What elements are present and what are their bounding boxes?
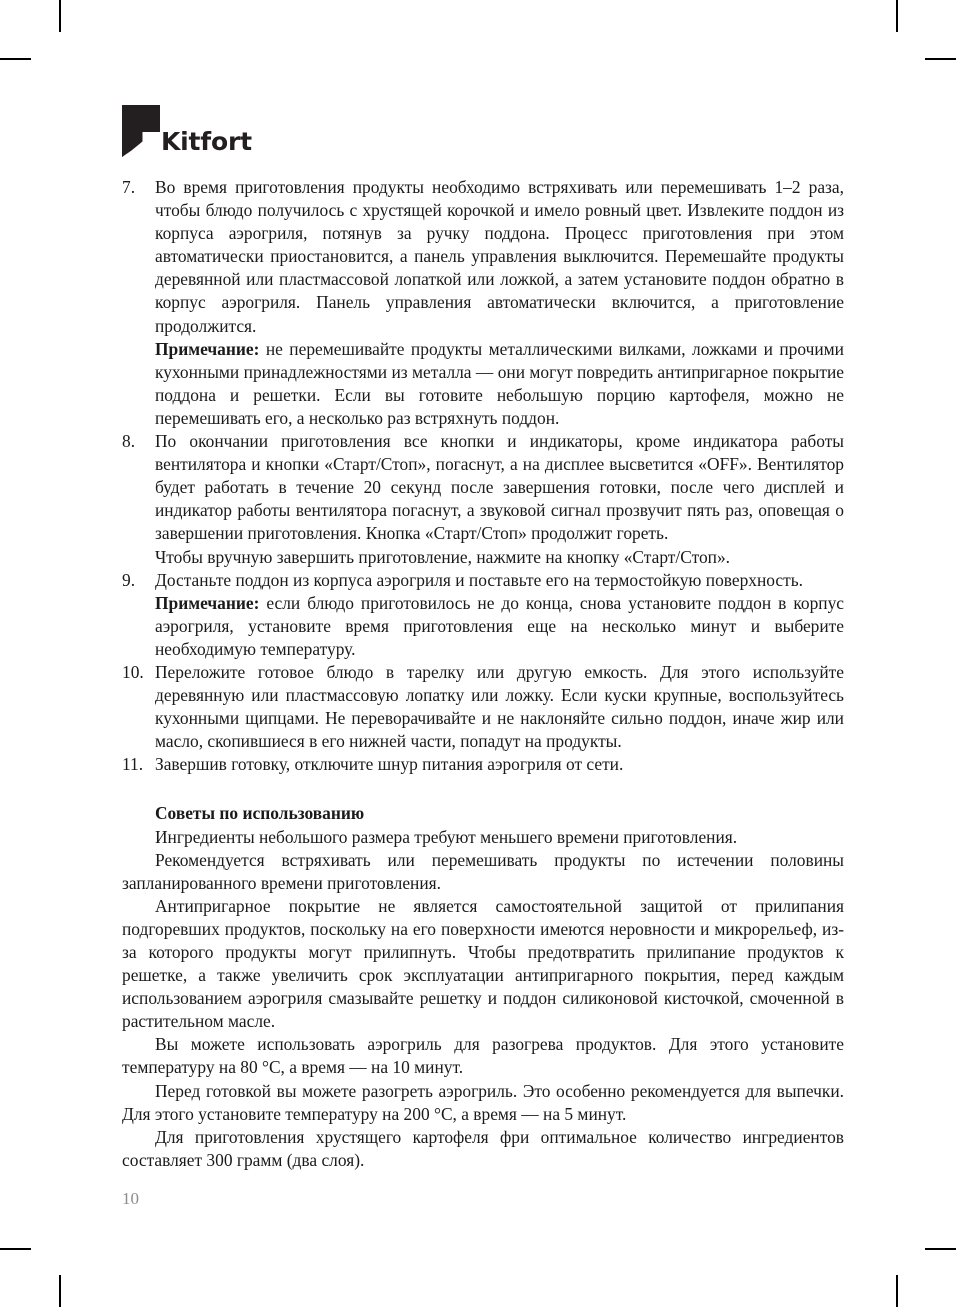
paragraph <box>155 176 844 338</box>
list-item <box>122 569 844 661</box>
crop-mark-top-right-horizontal <box>925 58 956 60</box>
note-label: Примечание: <box>155 592 260 613</box>
paragraph-text: если блюдо приготовилось не до конца, снова установите поддон в корпус аэрогриля, установите время приготовления еще на несколько минут и выберите необходимую температуру. <box>155 592 844 659</box>
numbered-list <box>122 176 844 776</box>
list-item-number: 8. <box>122 431 136 452</box>
list-item-body <box>155 430 844 569</box>
paragraph-text: Во время приготовления продукты необходимо встряхивать или перемешивать 1–2 раза, чтобы блюдо получилось с хрустящей корочкой и имело ровный цвет. Извлеките поддон из корпуса аэрогриля, потянув за ручку поддона. Процесс приготовления при этом автоматически приостановится, а панель управления выключится. Перемешайте продукты деревянной или пластмассовой лопаткой или ложкой, а затем установите поддон обратно в корпус аэрогриля. Панель управления автоматически включится, а приготовление продолжится. <box>155 177 844 336</box>
paragraph-text: По окончании приготовления все кнопки и индикаторы, кроме индикатора работы вентилятора и кнопки «Старт/Стоп», погаснут, а на дисплее высветится «OFF». Вентилятор будет работать в течение 20 секунд после завершения готовки, после чего дисплей и индикатор работы вентилятора погаснут, а звуковой сигнал прозвучит пять раз, оповещая о завершении приготовления. Кнопка «Старт/Стоп» продолжит гореть. <box>155 431 844 544</box>
page-content <box>122 176 844 1172</box>
list-item-number: 10. <box>122 661 144 682</box>
list-item-body <box>155 753 844 776</box>
paragraph <box>155 753 844 776</box>
list-item-number: 11. <box>122 754 144 775</box>
list-item <box>122 661 844 753</box>
brand-logo <box>122 105 252 157</box>
paragraph <box>155 338 844 430</box>
crop-mark-bottom-left-vertical <box>59 1275 61 1307</box>
paragraph-text: не перемешивайте продукты металлическими вилками, ложками и прочими кухонными принадлежностями из металла — они могут повредить антипригарное покрытие поддона и решетки. Если вы готовите небольшую порцию картофеля, можно не перемешивать его, а несколько раз встряхнуть поддон. <box>155 338 844 428</box>
list-item-number: 7. <box>122 177 136 197</box>
tip-paragraph: Антипригарное покрытие не является самостоятельной защитой от прилипания подгоревших продуктов, поскольку на его поверхности имеются неровности и микрорельеф, из-за которого продукты могут прилипнуть. Чтобы предотвратить прилипание продуктов к решетке, а также увеличить срок эксплуатации антипригарного покрытия, перед каждым использованием аэрогриля смазывайте решетку и поддон силиконовой кисточкой, смоченной в растительном масле. <box>122 895 844 1032</box>
list-item <box>122 430 844 569</box>
paragraph <box>155 430 844 545</box>
paragraph-text: Завершив готовку, отключите шнур питания аэрогриля от сети. <box>155 754 624 775</box>
tip-paragraph: Рекомендуется встряхивать или перемешивать продукты по истечении половины запланированного времени приготовления. <box>122 849 844 893</box>
crop-mark-bottom-right-horizontal <box>925 1248 956 1250</box>
note-label: Примечание: <box>155 338 260 359</box>
kitfort-flag-icon <box>122 105 160 157</box>
list-item-number: 9. <box>122 569 136 590</box>
crop-mark-top-left-horizontal <box>0 58 31 60</box>
tips-paragraphs <box>122 826 844 1172</box>
tip-paragraph: Перед готовкой вы можете разогреть аэрогриль. Это особенно рекомендуется для выпечки. Для этого установите температуру на 200 °C, а время — на 5 минут. <box>122 1080 844 1124</box>
tip-paragraph: Для приготовления хрустящего картофеля фри оптимальное количество ингредиентов составляет 300 грамм (два слоя). <box>122 1126 844 1170</box>
tip-paragraph: Вы можете использовать аэрогриль для разогрева продуктов. Для этого установите температуру на 80 °C, а время — на 10 минут. <box>122 1034 844 1078</box>
paragraph <box>155 569 844 592</box>
tips-heading: Советы по использованию <box>155 803 365 824</box>
page-number: 10 <box>122 1189 139 1208</box>
list-item <box>122 753 844 776</box>
crop-mark-top-left-vertical <box>59 0 61 32</box>
list-item-body <box>155 569 844 661</box>
list-item <box>122 176 844 430</box>
tip-paragraph: Ингредиенты небольшого размера требуют меньшего времени приготовления. <box>155 826 738 847</box>
paragraph <box>155 592 844 661</box>
paragraph-text: Чтобы вручную завершить приготовление, нажмите на кнопку «Старт/Стоп». <box>155 546 731 567</box>
list-item-body <box>155 176 844 430</box>
crop-mark-bottom-right-vertical <box>896 1275 898 1307</box>
crop-mark-bottom-left-horizontal <box>0 1248 31 1250</box>
paragraph-text: Переложите готовое блюдо в тарелку или другую емкость. Для этого используйте деревянную или пластмассовую лопатку или ложку. Если куски крупные, воспользуйтесь кухонными щипцами. Не переворачивайте и не наклоняйте сильно поддон, иначе жир или масло, скопившиеся в его нижней части, попадут на продукты. <box>155 661 844 752</box>
paragraph <box>155 546 844 569</box>
list-item-body <box>155 661 844 753</box>
crop-mark-top-right-vertical <box>896 0 898 32</box>
tips-section <box>122 802 844 1172</box>
brand-name: Kitfort <box>161 127 252 156</box>
paragraph <box>155 661 844 753</box>
paragraph-text: Достаньте поддон из корпуса аэрогриля и поставьте его на термостойкую поверхность. <box>155 569 804 590</box>
